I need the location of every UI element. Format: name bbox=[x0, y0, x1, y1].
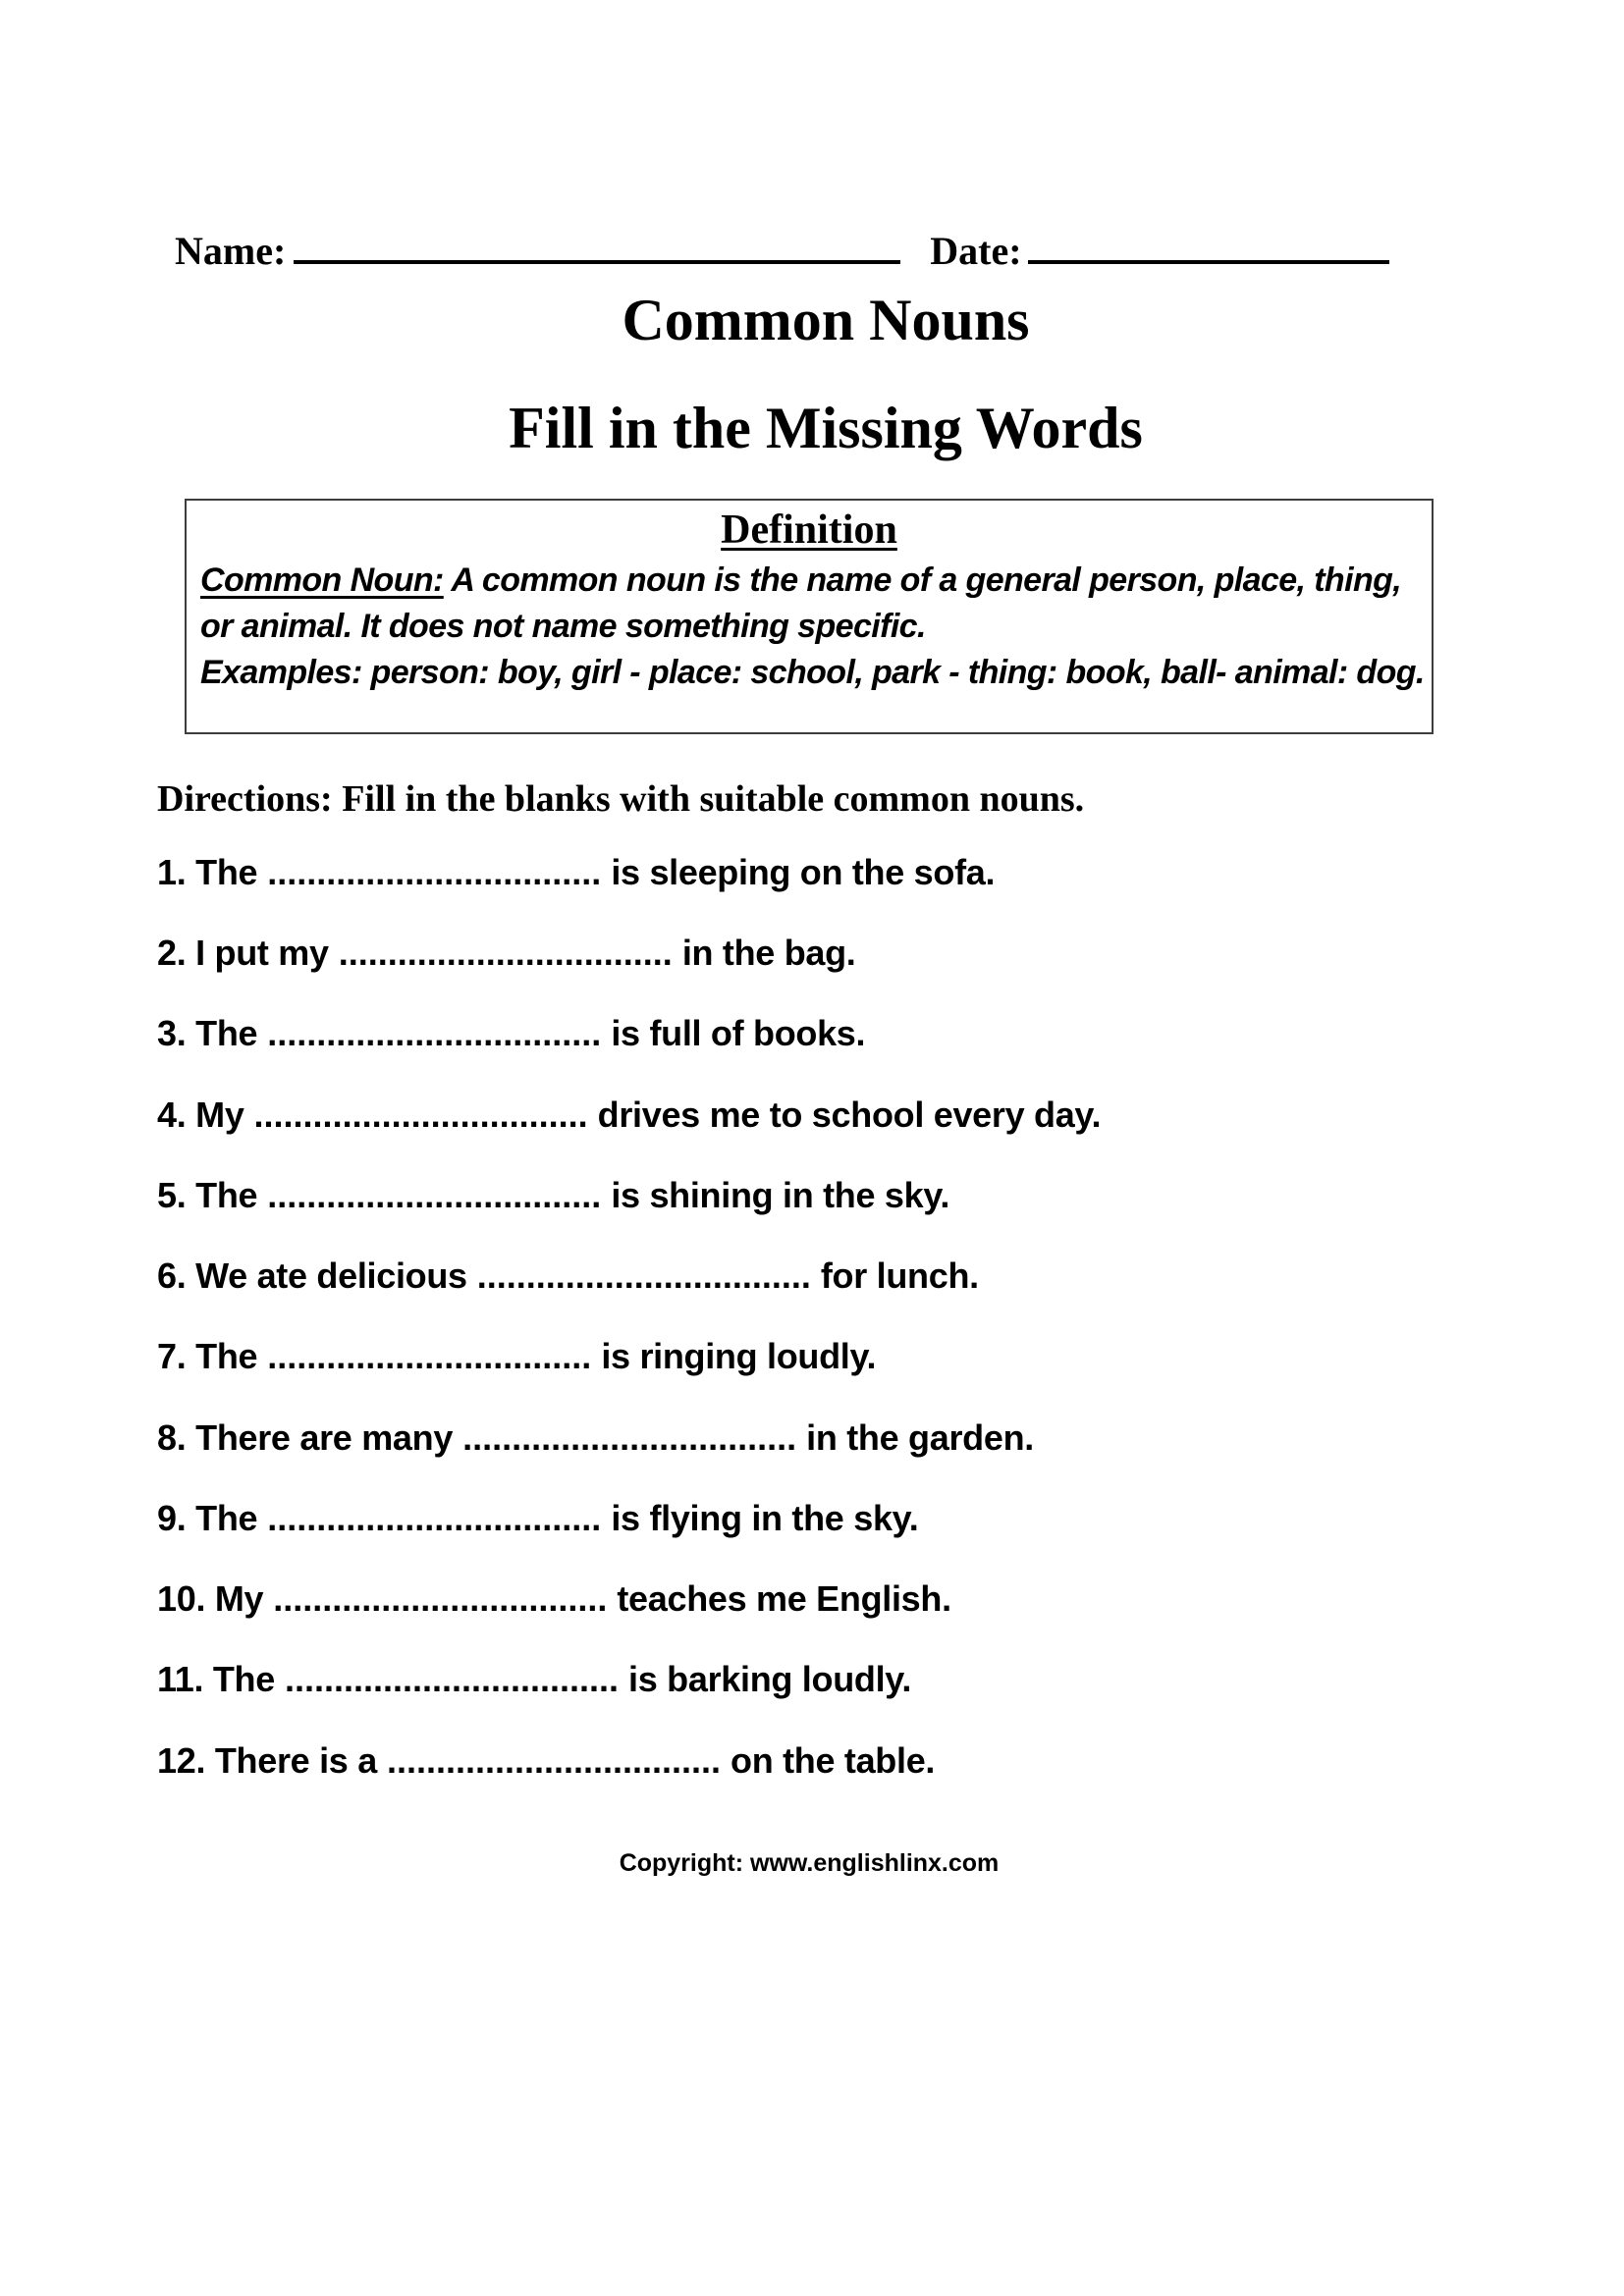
definition-line-1 bbox=[200, 558, 1425, 604]
definition-term: Common Noun: bbox=[200, 561, 444, 599]
item-tail: is flying in the sky. bbox=[611, 1498, 919, 1538]
item-blank[interactable]: .................................. bbox=[267, 1498, 602, 1538]
item-tail: drives me to school every day. bbox=[597, 1095, 1102, 1135]
item-label: 7. The bbox=[157, 1336, 258, 1376]
date-label: Date: bbox=[930, 229, 1022, 273]
item-blank[interactable]: .................................. bbox=[267, 852, 602, 892]
item-blank[interactable]: .................................. bbox=[338, 933, 673, 973]
item-label: 4. My bbox=[157, 1095, 244, 1135]
page-subtitle: Fill in the Missing Words bbox=[509, 396, 1143, 460]
item-label: 1. The bbox=[157, 852, 258, 892]
item-row-4 bbox=[157, 1095, 1101, 1136]
item-tail: is full of books. bbox=[611, 1013, 866, 1053]
item-blank[interactable]: .................................. bbox=[267, 1013, 602, 1053]
item-label: 12. There is a bbox=[157, 1740, 377, 1781]
item-row-12 bbox=[157, 1740, 935, 1782]
item-label: 9. The bbox=[157, 1498, 258, 1538]
item-row-1 bbox=[157, 852, 995, 893]
item-blank[interactable]: .................................. bbox=[253, 1095, 588, 1135]
item-tail: in the garden. bbox=[806, 1417, 1034, 1458]
item-row-2 bbox=[157, 933, 856, 974]
item-label: 2. I put my bbox=[157, 933, 329, 973]
name-fill-line[interactable] bbox=[294, 231, 900, 264]
item-row-11 bbox=[157, 1659, 911, 1700]
definition-body bbox=[200, 558, 1425, 696]
copyright-text: Copyright: www.englishlinx.com bbox=[619, 1849, 1000, 1877]
item-blank[interactable]: .................................. bbox=[462, 1417, 797, 1458]
item-label: 3. The bbox=[157, 1013, 258, 1053]
definition-line-2: or animal. It does not name something specific. bbox=[200, 608, 926, 645]
name-date-row bbox=[175, 228, 1389, 274]
item-tail: for lunch. bbox=[820, 1255, 979, 1296]
item-row-10 bbox=[157, 1578, 951, 1620]
item-blank[interactable]: .................................. bbox=[273, 1578, 608, 1619]
page-title: Common Nouns bbox=[622, 288, 1030, 352]
item-blank[interactable]: ................................. bbox=[267, 1336, 592, 1376]
item-tail: on the table. bbox=[731, 1740, 936, 1781]
item-blank[interactable]: .................................. bbox=[476, 1255, 811, 1296]
item-blank[interactable]: .................................. bbox=[284, 1659, 620, 1699]
item-row-8 bbox=[157, 1417, 1034, 1459]
definition-text: A common noun is the name of a general person, place, thing, bbox=[443, 561, 1402, 599]
definition-heading: Definition bbox=[721, 507, 897, 553]
directions-text: Directions: Fill in the blanks with suitable common nouns. bbox=[157, 778, 1085, 820]
item-label: 10. My bbox=[157, 1578, 264, 1619]
item-tail: is shining in the sky. bbox=[611, 1175, 950, 1215]
date-fill-line[interactable] bbox=[1028, 231, 1389, 264]
name-label: Name: bbox=[175, 229, 287, 273]
item-label: 11. The bbox=[157, 1659, 275, 1699]
item-label: 5. The bbox=[157, 1175, 258, 1215]
item-tail: in the bag. bbox=[681, 933, 856, 973]
item-row-3 bbox=[157, 1013, 865, 1054]
item-tail: is sleeping on the sofa. bbox=[611, 852, 996, 892]
definition-examples: Examples: person: boy, girl - place: school, park - thing: book, ball- animal: dog. bbox=[200, 654, 1425, 691]
item-label: 6. We ate delicious bbox=[157, 1255, 467, 1296]
item-tail: is ringing loudly. bbox=[601, 1336, 877, 1376]
item-row-7 bbox=[157, 1336, 876, 1377]
item-blank[interactable]: .................................. bbox=[386, 1740, 722, 1781]
item-row-9 bbox=[157, 1498, 918, 1539]
definition-box bbox=[185, 499, 1434, 734]
item-row-5 bbox=[157, 1175, 949, 1216]
item-label: 8. There are many bbox=[157, 1417, 454, 1458]
item-tail: is barking loudly. bbox=[628, 1659, 912, 1699]
item-row-6 bbox=[157, 1255, 979, 1297]
item-tail: teaches me English. bbox=[617, 1578, 951, 1619]
item-blank[interactable]: .................................. bbox=[267, 1175, 602, 1215]
